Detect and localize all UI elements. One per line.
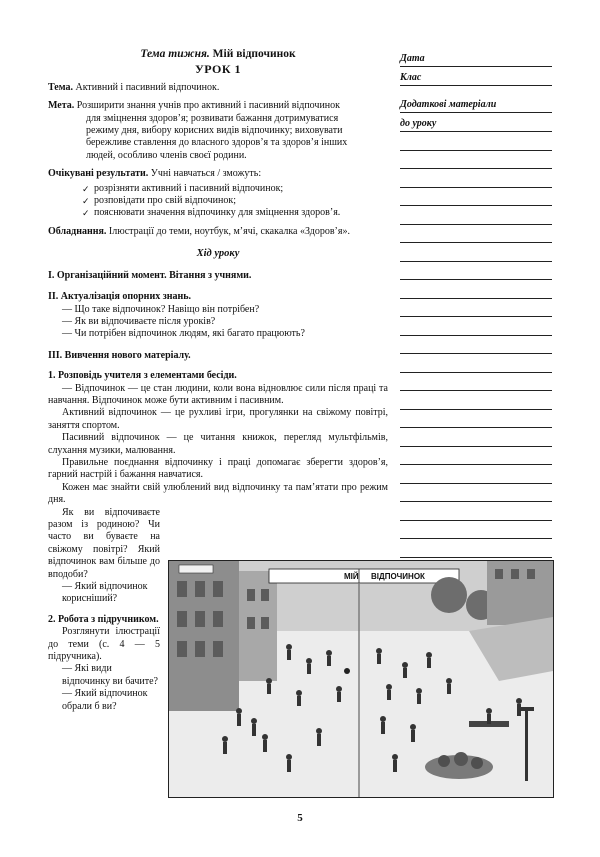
note-line[interactable] — [400, 391, 552, 410]
subheading-textbook: 2. Робота з підручником. — [48, 613, 159, 625]
expected-results — [48, 168, 388, 220]
question-item: — Які види відпочинку ви бачите? — [62, 663, 158, 687]
theme-label: Тема. — [48, 81, 73, 93]
expected-label: Очікувані результати. — [48, 168, 149, 180]
notes-field[interactable] — [400, 113, 552, 132]
note-line[interactable] — [400, 317, 552, 336]
lesson-number: УРОК 1 — [194, 62, 242, 77]
notes-label: до уроку — [400, 118, 437, 129]
paragraph: Пасивний відпочинок — це читання книжок, перегляд мультфільмів, слухання музики, малювання. — [48, 432, 388, 456]
goal-line: Розширити знання учнів про активний і пасивний відпочинок — [76, 100, 341, 112]
spacer — [400, 86, 552, 94]
progress-title: Хід уроку — [196, 248, 240, 260]
date-field[interactable] — [400, 48, 552, 67]
goal-line: режиму дня, вибору корисних видів відпочинку; виховувати — [86, 125, 343, 137]
note-line[interactable] — [400, 484, 552, 503]
materials-field[interactable] — [400, 94, 552, 113]
note-line[interactable] — [400, 502, 552, 521]
goal-line: для зміцнення здоров’я; розвивати бажання дотримуватися — [86, 112, 339, 124]
expected-item: ✓ розрізняти активний і пасивний відпочинок; — [82, 183, 388, 195]
expected-item: ✓ розповідати про свій відпочинок; — [82, 195, 388, 207]
page-number: 5 — [297, 812, 303, 824]
question-item: — Що таке відпочинок? Навіщо він потрібен? — [62, 303, 260, 315]
question-item: — Як ви відпочиваєте після уроків? — [62, 315, 216, 327]
note-line[interactable] — [400, 169, 552, 188]
question-item: — Який відпочинок обрали б ви? — [62, 688, 148, 712]
question-item: — Який відпочинок корисніший? — [62, 581, 148, 605]
class-field[interactable] — [400, 67, 552, 86]
paragraph: Кожен має знайти свій улюблений вид відпочинку та пам’ятати про режим дня. — [48, 481, 388, 506]
note-line[interactable] — [400, 225, 552, 244]
note-line[interactable] — [400, 373, 552, 392]
topic-title: Мій відпочинок — [212, 48, 296, 60]
illustration-my-rest — [168, 560, 554, 798]
goal-line: людей, особливо членів своєї родини. — [86, 149, 247, 161]
note-line[interactable] — [400, 206, 552, 225]
paragraph: — Відпочинок — це стан людини, коли вона відновлює сили після праці та навчання. Відпочинок може бути активним і пасивним. — [48, 382, 388, 406]
goal-row — [48, 100, 388, 162]
note-line[interactable] — [400, 465, 552, 484]
topic-label: Тема тижня. — [140, 48, 210, 60]
stage-new-material: III. Вивчення нового матеріалу. — [48, 349, 191, 361]
topic-heading — [48, 48, 388, 60]
expected-item: ✓ пояснювати значення відпочинку для зміцнення здоров’я. — [82, 207, 388, 219]
narrow-column — [48, 507, 160, 714]
subheading-teacher-story: 1. Розповідь учителя з елементами бесіди. — [48, 370, 237, 382]
question-item: — Чи потрібен відпочинок людям, які багато працюють? — [62, 328, 305, 340]
note-line[interactable] — [400, 539, 552, 558]
notes-column — [400, 48, 552, 576]
materials-label: Додаткові матеріали — [400, 99, 497, 110]
equipment-label: Обладнання. — [48, 225, 107, 237]
note-line[interactable] — [400, 280, 552, 299]
equipment-row — [48, 226, 388, 238]
goal-line: бережливе ставлення до власного здоров’я та здоров’я інших — [86, 137, 348, 149]
note-line[interactable] — [400, 354, 552, 373]
note-line[interactable] — [400, 336, 552, 355]
equipment-text: Ілюстрації до теми, ноутбук, м’ячі, скакалка «Здоров’я». — [108, 225, 350, 237]
note-line[interactable] — [400, 410, 552, 429]
paragraph: Правильне поєднання відпочинку і праці допомагає зберегти здоров’я, гарний настрій і бажання навчатися. — [48, 456, 388, 481]
banner-right-text: ВІДПОЧИНОК — [371, 572, 425, 581]
note-line[interactable] — [400, 262, 552, 281]
note-line[interactable] — [400, 521, 552, 540]
note-line[interactable] — [400, 428, 552, 447]
note-lines — [400, 132, 552, 576]
theme-row — [48, 82, 388, 94]
date-label: Дата — [400, 53, 425, 64]
note-line[interactable] — [400, 188, 552, 207]
note-line[interactable] — [400, 299, 552, 318]
expected-intro: Учні навчаться / зможуть: — [150, 168, 262, 180]
expected-list — [48, 183, 388, 220]
stage-actualization: II. Актуалізація опорних знань. — [48, 291, 192, 303]
note-line[interactable] — [400, 447, 552, 466]
task-text: Розглянути ілюстрації до теми (с. 4 — 5 підручника). — [48, 626, 160, 663]
note-line[interactable] — [400, 132, 552, 151]
note-line[interactable] — [400, 243, 552, 262]
banner-left-text: МІЙ — [344, 572, 359, 581]
paragraph: Як ви відпочиваєте разом із родиною? Чи часто ви буваєте на свіжому повітрі? Який відпочинок вам більше до вподоби? — [48, 506, 160, 580]
theme-text: Активний і пасивний відпочинок. — [75, 81, 220, 93]
class-label: Клас — [400, 72, 422, 83]
stage-organizational: I. Організаційний момент. Вітання з учнями. — [48, 269, 252, 281]
paragraph: Активний відпочинок — це рухливі ігри, прогулянки на свіжому повітрі, заняття спортом. — [48, 407, 388, 431]
park-scene-image — [169, 561, 553, 797]
goal-label: Мета. — [48, 100, 75, 112]
note-line[interactable] — [400, 151, 552, 170]
